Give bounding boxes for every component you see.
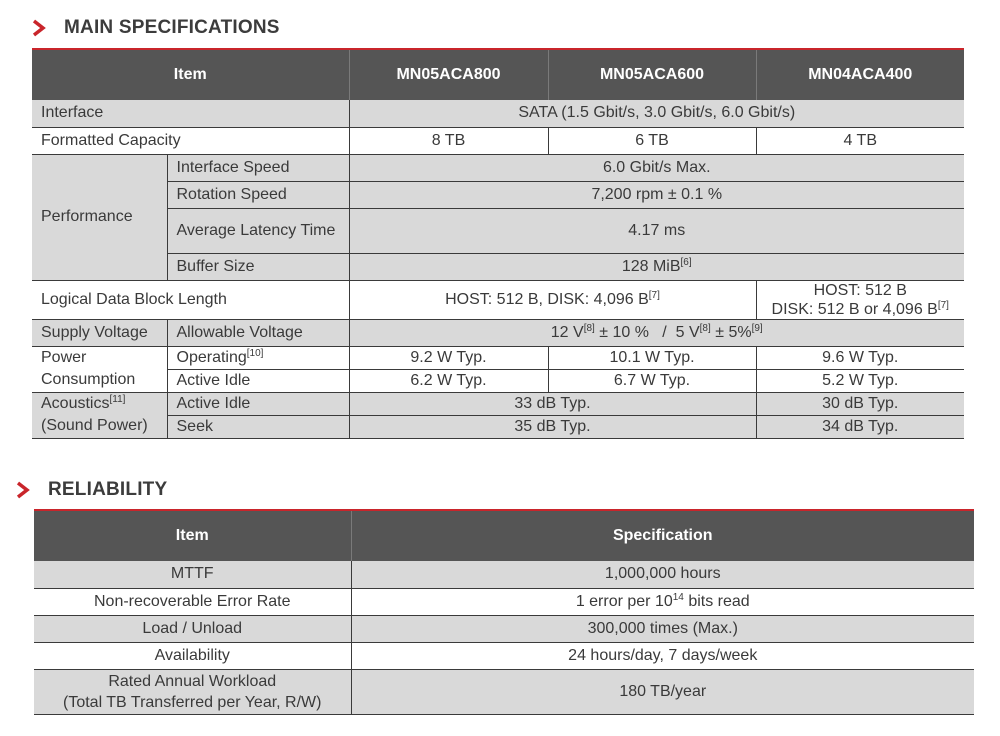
rel-header-row <box>34 510 974 561</box>
interface-speed-value: 6.0 Gbit/s Max. <box>349 154 964 181</box>
interface-value: SATA (1.5 Gbit/s, 3.0 Gbit/s, 6.0 Gbit/s) <box>349 100 964 127</box>
load-label: Load / Unload <box>34 615 351 642</box>
acoustics-idle-800-600: 33 dB Typ. <box>349 392 756 415</box>
power-idle-label: Active Idle <box>167 369 349 392</box>
row-workload <box>34 669 974 714</box>
rotation-speed-label: Rotation Speed <box>167 181 349 208</box>
power-label: Power Consumption <box>32 346 167 392</box>
seek-800-600: 35 dB Typ. <box>349 415 756 438</box>
reliability-section-header <box>16 479 167 501</box>
row-availability <box>34 642 974 669</box>
rel-header-spec: Specification <box>351 510 974 561</box>
chevron-right-icon <box>16 481 30 499</box>
mttf-value: 1,000,000 hours <box>351 561 974 588</box>
operating-800: 9.2 W Typ. <box>349 346 548 369</box>
acoustics-idle-400: 30 dB Typ. <box>756 392 964 415</box>
header-item: Item <box>32 49 349 100</box>
availability-label: Availability <box>34 642 351 669</box>
row-power-operating <box>32 346 964 369</box>
row-buffer <box>32 253 964 280</box>
interface-speed-label: Interface Speed <box>167 154 349 181</box>
operating-600: 10.1 W Typ. <box>548 346 756 369</box>
row-acoustics-idle <box>32 392 964 415</box>
row-acoustics-seek <box>32 415 964 438</box>
capacity-800: 8 TB <box>349 127 548 154</box>
operating-400: 9.6 W Typ. <box>756 346 964 369</box>
footnote-7b: [7] <box>937 299 949 311</box>
allowable-voltage-label: Allowable Voltage <box>167 319 349 346</box>
row-rotation-speed <box>32 181 964 208</box>
logical-block-value: HOST: 512 B, DISK: 4,096 B[7] <box>349 280 756 319</box>
power-idle-800: 6.2 W Typ. <box>349 369 548 392</box>
logical-block-value-4tb: HOST: 512 B DISK: 512 B or 4,096 B[7] <box>756 280 964 319</box>
seek-label: Seek <box>167 415 349 438</box>
supply-label: Supply Voltage <box>32 319 167 346</box>
main-spec-table <box>32 48 964 439</box>
capacity-600: 6 TB <box>548 127 756 154</box>
main-header-row <box>32 49 964 100</box>
row-interface <box>32 100 964 127</box>
row-load-unload <box>34 615 974 642</box>
error-rate-label: Non-recoverable Error Rate <box>34 588 351 615</box>
performance-label: Performance <box>32 154 167 280</box>
seek-400: 34 dB Typ. <box>756 415 964 438</box>
chevron-right-icon <box>32 19 46 37</box>
main-section-title: MAIN SPECIFICATIONS <box>64 17 280 38</box>
row-mttf <box>34 561 974 588</box>
footnote-7: [7] <box>648 289 660 301</box>
workload-value: 180 TB/year <box>351 669 974 714</box>
availability-value: 24 hours/day, 7 days/week <box>351 642 974 669</box>
power-idle-600: 6.7 W Typ. <box>548 369 756 392</box>
acoustics-label: Acoustics[11] (Sound Power) <box>32 392 167 438</box>
row-latency <box>32 208 964 253</box>
logical-block-label: Logical Data Block Length <box>32 280 349 319</box>
error-rate-value: 1 error per $10^{14}$ bits read <box>351 588 974 615</box>
reliability-table <box>34 509 974 715</box>
workload-label: Rated Annual Workload (Total TB Transferred per Year, R/W) <box>34 669 351 714</box>
rotation-speed-value: 7,200 rpm ± 0.1 % <box>349 181 964 208</box>
reliability-section-title: RELIABILITY <box>48 479 168 500</box>
header-mn05aca600: MN05ACA600 <box>548 49 756 100</box>
rel-header-item: Item <box>34 510 351 561</box>
main-section-header <box>32 17 280 39</box>
row-capacity <box>32 127 964 154</box>
row-power-idle <box>32 369 964 392</box>
interface-label: Interface <box>32 100 349 127</box>
supply-value: 12 V[8] ± 10 % / 5 V[8] ± 5%[9] <box>349 319 964 346</box>
buffer-label: Buffer Size <box>167 253 349 280</box>
capacity-400: 4 TB <box>756 127 964 154</box>
latency-label: Average Latency Time <box>167 208 349 253</box>
row-logical-block <box>32 280 964 319</box>
buffer-value: 128 MiB[6] <box>349 253 964 280</box>
row-supply-voltage <box>32 319 964 346</box>
row-interface-speed <box>32 154 964 181</box>
latency-value: 4.17 ms <box>349 208 964 253</box>
acoustics-idle-label: Active Idle <box>167 392 349 415</box>
operating-label: Operating[10] <box>167 346 349 369</box>
footnote-6: [6] <box>680 256 692 268</box>
row-error-rate <box>34 588 974 615</box>
power-idle-400: 5.2 W Typ. <box>756 369 964 392</box>
header-mn05aca800: MN05ACA800 <box>349 49 548 100</box>
mttf-label: MTTF <box>34 561 351 588</box>
header-mn04aca400: MN04ACA400 <box>756 49 964 100</box>
load-value: 300,000 times (Max.) <box>351 615 974 642</box>
capacity-label: Formatted Capacity <box>32 127 349 154</box>
